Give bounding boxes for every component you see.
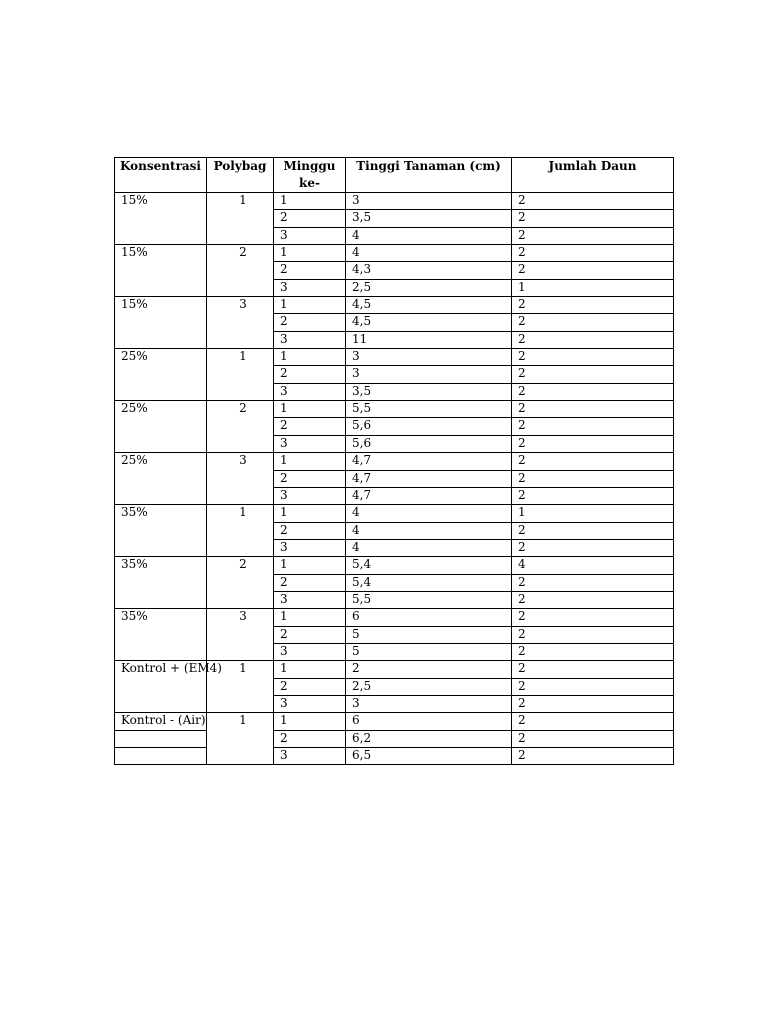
header-konsentrasi: Konsentrasi bbox=[115, 158, 207, 193]
tinggi-tanaman-cell: 4 bbox=[346, 245, 512, 262]
konsentrasi-cell: 15% bbox=[115, 245, 207, 297]
jumlah-daun-cell: 1 bbox=[512, 505, 674, 522]
tinggi-tanaman-cell: 11 bbox=[346, 331, 512, 348]
polybag-cell: 3 bbox=[207, 453, 274, 505]
konsentrasi-cell: Kontrol - (Air) bbox=[115, 713, 207, 730]
jumlah-daun-cell: 2 bbox=[512, 591, 674, 608]
header-jumlah-daun: Jumlah Daun bbox=[512, 158, 674, 193]
konsentrasi-cell: 35% bbox=[115, 609, 207, 661]
tinggi-tanaman-cell: 5,6 bbox=[346, 418, 512, 435]
jumlah-daun-cell: 2 bbox=[512, 748, 674, 765]
minggu-cell: 3 bbox=[274, 383, 346, 400]
minggu-cell: 3 bbox=[274, 643, 346, 660]
tinggi-tanaman-cell: 6,5 bbox=[346, 748, 512, 765]
polybag-cell: 1 bbox=[207, 713, 274, 765]
tinggi-tanaman-cell: 2,5 bbox=[346, 279, 512, 296]
tinggi-tanaman-cell: 3 bbox=[346, 349, 512, 366]
table-header-row bbox=[115, 158, 674, 193]
jumlah-daun-cell: 2 bbox=[512, 435, 674, 452]
jumlah-daun-cell: 2 bbox=[512, 331, 674, 348]
minggu-cell: 3 bbox=[274, 695, 346, 712]
tinggi-tanaman-cell: 4,7 bbox=[346, 470, 512, 487]
tinggi-tanaman-cell: 6 bbox=[346, 609, 512, 626]
table-row bbox=[115, 453, 674, 470]
tinggi-tanaman-cell: 3 bbox=[346, 366, 512, 383]
minggu-cell: 2 bbox=[274, 366, 346, 383]
tinggi-tanaman-cell: 3,5 bbox=[346, 210, 512, 227]
tinggi-tanaman-cell: 4 bbox=[346, 227, 512, 244]
minggu-cell: 1 bbox=[274, 609, 346, 626]
minggu-cell: 1 bbox=[274, 193, 346, 210]
jumlah-daun-cell: 2 bbox=[512, 314, 674, 331]
tinggi-tanaman-cell: 3 bbox=[346, 695, 512, 712]
konsentrasi-cell: 25% bbox=[115, 401, 207, 453]
jumlah-daun-cell: 2 bbox=[512, 609, 674, 626]
table-row bbox=[115, 609, 674, 626]
konsentrasi-cell: 15% bbox=[115, 193, 207, 245]
jumlah-daun-cell: 2 bbox=[512, 366, 674, 383]
table-row bbox=[115, 713, 674, 730]
tinggi-tanaman-cell: 3 bbox=[346, 193, 512, 210]
header-minggu: Minggu ke- bbox=[274, 158, 346, 193]
table-row bbox=[115, 557, 674, 574]
minggu-cell: 2 bbox=[274, 626, 346, 643]
jumlah-daun-cell: 2 bbox=[512, 678, 674, 695]
table-row bbox=[115, 748, 674, 765]
header-tinggi-tanaman: Tinggi Tanaman (cm) bbox=[346, 158, 512, 193]
tinggi-tanaman-cell: 6,2 bbox=[346, 730, 512, 747]
table-row bbox=[115, 193, 674, 210]
minggu-cell: 2 bbox=[274, 470, 346, 487]
minggu-cell: 2 bbox=[274, 314, 346, 331]
table-body bbox=[115, 193, 674, 765]
minggu-cell: 2 bbox=[274, 730, 346, 747]
minggu-cell: 1 bbox=[274, 713, 346, 730]
konsentrasi-cell: 35% bbox=[115, 557, 207, 609]
konsentrasi-cell: 35% bbox=[115, 505, 207, 557]
minggu-cell: 2 bbox=[274, 418, 346, 435]
polybag-cell: 2 bbox=[207, 245, 274, 297]
jumlah-daun-cell: 2 bbox=[512, 487, 674, 504]
jumlah-daun-cell: 2 bbox=[512, 401, 674, 418]
minggu-cell: 1 bbox=[274, 401, 346, 418]
tinggi-tanaman-cell: 4,3 bbox=[346, 262, 512, 279]
minggu-cell: 1 bbox=[274, 557, 346, 574]
growth-data-table bbox=[114, 157, 674, 765]
konsentrasi-cell: 15% bbox=[115, 297, 207, 349]
tinggi-tanaman-cell: 4 bbox=[346, 539, 512, 556]
polybag-cell: 1 bbox=[207, 661, 274, 713]
polybag-cell: 1 bbox=[207, 349, 274, 401]
jumlah-daun-cell: 2 bbox=[512, 730, 674, 747]
konsentrasi-cell: 25% bbox=[115, 453, 207, 505]
tinggi-tanaman-cell: 4,7 bbox=[346, 487, 512, 504]
polybag-cell: 1 bbox=[207, 505, 274, 557]
konsentrasi-cell: 25% bbox=[115, 349, 207, 401]
tinggi-tanaman-cell: 3,5 bbox=[346, 383, 512, 400]
polybag-cell: 2 bbox=[207, 557, 274, 609]
jumlah-daun-cell: 2 bbox=[512, 713, 674, 730]
minggu-cell: 1 bbox=[274, 349, 346, 366]
minggu-cell: 2 bbox=[274, 210, 346, 227]
table-row bbox=[115, 730, 674, 747]
jumlah-daun-cell: 2 bbox=[512, 643, 674, 660]
jumlah-daun-cell: 2 bbox=[512, 661, 674, 678]
jumlah-daun-cell: 2 bbox=[512, 349, 674, 366]
tinggi-tanaman-cell: 5,5 bbox=[346, 591, 512, 608]
polybag-cell: 3 bbox=[207, 297, 274, 349]
tinggi-tanaman-cell: 4,7 bbox=[346, 453, 512, 470]
tinggi-tanaman-cell: 4 bbox=[346, 522, 512, 539]
minggu-cell: 1 bbox=[274, 661, 346, 678]
minggu-cell: 3 bbox=[274, 331, 346, 348]
jumlah-daun-cell: 2 bbox=[512, 470, 674, 487]
jumlah-daun-cell: 2 bbox=[512, 245, 674, 262]
table-row bbox=[115, 297, 674, 314]
minggu-cell: 1 bbox=[274, 453, 346, 470]
konsentrasi-cell-empty bbox=[115, 748, 207, 765]
minggu-cell: 1 bbox=[274, 297, 346, 314]
jumlah-daun-cell: 2 bbox=[512, 193, 674, 210]
konsentrasi-cell: Kontrol + (EM4) bbox=[115, 661, 207, 713]
polybag-cell: 1 bbox=[207, 193, 274, 245]
tinggi-tanaman-cell: 5 bbox=[346, 643, 512, 660]
header-polybag: Polybag bbox=[207, 158, 274, 193]
minggu-cell: 2 bbox=[274, 678, 346, 695]
tinggi-tanaman-cell: 2,5 bbox=[346, 678, 512, 695]
tinggi-tanaman-cell: 5,4 bbox=[346, 557, 512, 574]
jumlah-daun-cell: 2 bbox=[512, 227, 674, 244]
konsentrasi-cell-empty bbox=[115, 730, 207, 747]
tinggi-tanaman-cell: 2 bbox=[346, 661, 512, 678]
tinggi-tanaman-cell: 4,5 bbox=[346, 297, 512, 314]
minggu-cell: 3 bbox=[274, 591, 346, 608]
jumlah-daun-cell: 2 bbox=[512, 210, 674, 227]
jumlah-daun-cell: 4 bbox=[512, 557, 674, 574]
jumlah-daun-cell: 2 bbox=[512, 574, 674, 591]
jumlah-daun-cell: 2 bbox=[512, 453, 674, 470]
jumlah-daun-cell: 1 bbox=[512, 279, 674, 296]
minggu-cell: 3 bbox=[274, 487, 346, 504]
table-row bbox=[115, 661, 674, 678]
tinggi-tanaman-cell: 5,6 bbox=[346, 435, 512, 452]
tinggi-tanaman-cell: 6 bbox=[346, 713, 512, 730]
table-row bbox=[115, 245, 674, 262]
jumlah-daun-cell: 2 bbox=[512, 626, 674, 643]
table-row bbox=[115, 349, 674, 366]
table-row bbox=[115, 505, 674, 522]
jumlah-daun-cell: 2 bbox=[512, 383, 674, 400]
minggu-cell: 1 bbox=[274, 505, 346, 522]
tinggi-tanaman-cell: 5,5 bbox=[346, 401, 512, 418]
minggu-cell: 3 bbox=[274, 539, 346, 556]
jumlah-daun-cell: 2 bbox=[512, 262, 674, 279]
tinggi-tanaman-cell: 4,5 bbox=[346, 314, 512, 331]
minggu-cell: 2 bbox=[274, 262, 346, 279]
polybag-cell: 3 bbox=[207, 609, 274, 661]
minggu-cell: 3 bbox=[274, 279, 346, 296]
tinggi-tanaman-cell: 5 bbox=[346, 626, 512, 643]
table-row bbox=[115, 401, 674, 418]
jumlah-daun-cell: 2 bbox=[512, 539, 674, 556]
jumlah-daun-cell: 2 bbox=[512, 695, 674, 712]
minggu-cell: 2 bbox=[274, 522, 346, 539]
tinggi-tanaman-cell: 5,4 bbox=[346, 574, 512, 591]
tinggi-tanaman-cell: 4 bbox=[346, 505, 512, 522]
polybag-cell: 2 bbox=[207, 401, 274, 453]
minggu-cell: 2 bbox=[274, 574, 346, 591]
jumlah-daun-cell: 2 bbox=[512, 522, 674, 539]
minggu-cell: 3 bbox=[274, 227, 346, 244]
minggu-cell: 1 bbox=[274, 245, 346, 262]
minggu-cell: 3 bbox=[274, 748, 346, 765]
minggu-cell: 3 bbox=[274, 435, 346, 452]
jumlah-daun-cell: 2 bbox=[512, 418, 674, 435]
jumlah-daun-cell: 2 bbox=[512, 297, 674, 314]
